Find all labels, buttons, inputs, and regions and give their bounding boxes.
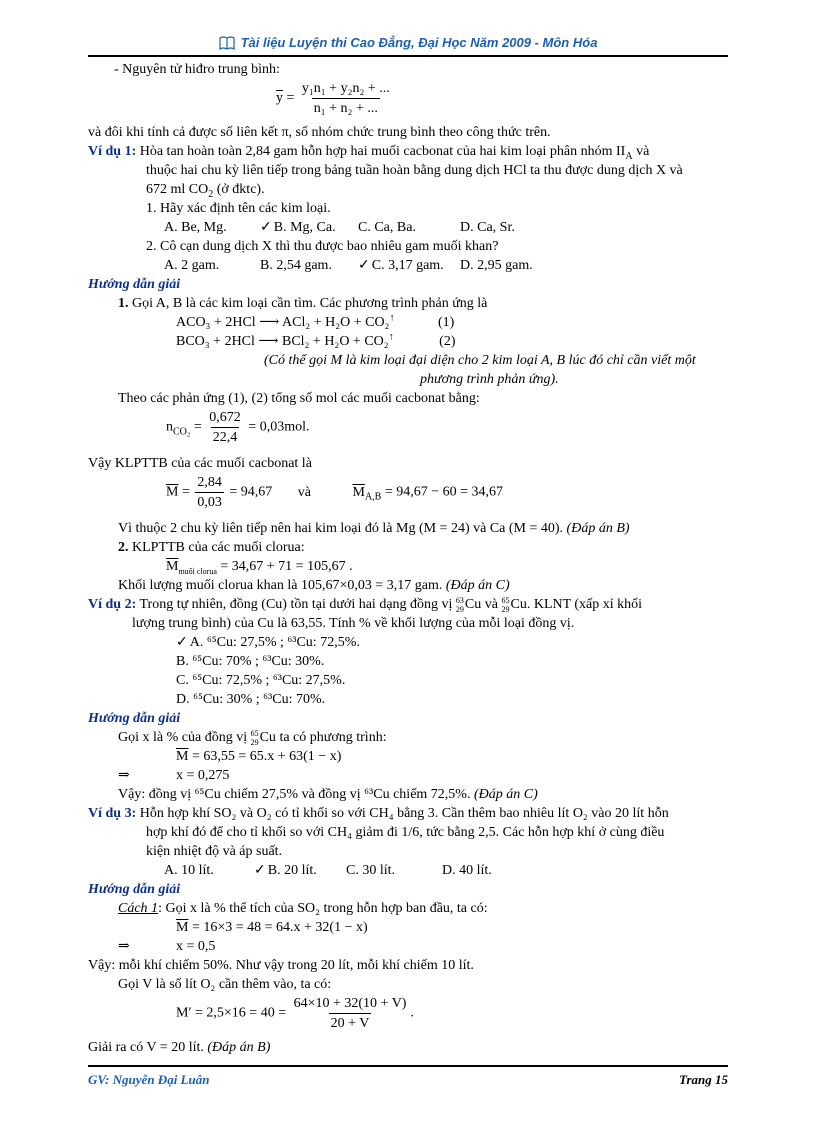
check-icon: ✓ [260, 220, 272, 235]
reaction-1: ACO₃ + 2HCl ⟶ ACl₂ + H₂O + CO₂↑ (1) [176, 312, 455, 330]
guide-1-title: Hướng dẫn giải [88, 277, 181, 292]
chloride-mass-formula: $\overline{M}_{muối clorua} = 34,67 + 71 = 105,67$ . [166, 559, 353, 576]
example-1: Ví dụ 1: Hòa tan hoàn toàn 2,84 gam hỗn hợp hai muối cacbonat của hai kim loại phân nhóm $II_A$ và [88, 144, 650, 162]
average-h-formula: $\overline{y}$ = $\frac{\text{y₁n₁ + y₂n₂ + ...}}{\text{n₁ + n₂ + ...}}$ [276, 81, 390, 116]
reaction-2: BCO₃ + 2HCl ⟶ BCl₂ + H₂O + CO₂↑ (2) [176, 331, 456, 349]
intro-line: - Nguyên tử hiđro trung bình: [114, 62, 280, 77]
example-3-label: Ví dụ 3: [88, 806, 137, 821]
arrow-icon: ⟶ [259, 315, 280, 330]
header-title: Tài liệu Luyện thi Cao Đẳng, Đại Học Năm 2009 - Môn Hóa [240, 35, 598, 50]
ex1-question-2: 2. Cô cạn dung dịch X thì thu được bao nhiêu gam muối khan? [146, 239, 499, 254]
book-icon [219, 36, 235, 53]
check-icon: ✓ [358, 258, 370, 273]
example-1-label: Ví dụ 1: [88, 144, 137, 159]
footer-rule [88, 1065, 728, 1067]
footer-author: GV: Nguyễn Đại Luân [88, 1072, 210, 1087]
guide-2-title: Hướng dẫn giải [88, 711, 181, 726]
example-2: Ví dụ 2: Trong tự nhiên, đồng (Cu) tồn tại dưới hai dạng đồng vị 63 29 Cu và 65 29 Cu . KLNT (xấp xỉ khối [88, 595, 643, 614]
arrow-icon: ⟶ [258, 334, 279, 349]
average-mass-formula: $\overline{M}$ = $\frac{2,84}{0,03}$ = 94,67 và $\overline{M}_{A,B} = 94,67 - 60 = 34,67$ [166, 475, 504, 510]
isotope-cu65: 65 29 Cu [501, 595, 527, 614]
moles-formula: $n_{CO_2}$ = $\frac{0,672}{22,4}$ = 0,03mol. [166, 410, 310, 445]
ex1-q1-options: A. Be, Mg. ✓ B. Mg, Ca. C. Ca, Ba. D. Ca, Sr. [164, 220, 515, 235]
page-footer [88, 1072, 728, 1092]
example-2-label: Ví dụ 2: [88, 597, 137, 612]
page-header [88, 35, 728, 55]
example-3: Ví dụ 3: Hỗn hợp khí SO₂ và O₂ có tỉ khối so với CH₄ bằng 3. Cần thêm bao nhiêu lít O₂ vào 20 lít hỗn [88, 806, 669, 821]
ex1-question-1: 1. Hãy xác định tên các kim loại. [146, 201, 331, 216]
ex1-q2-options: A. 2 gam. B. 2,54 gam. ✓ C. 3,17 gam. D. 2,95 gam. [164, 258, 533, 273]
header-rule [88, 55, 728, 57]
check-icon: ✓ [254, 863, 266, 878]
guide-3-title: Hướng dẫn giải [88, 882, 181, 897]
final-formula: M′ = 2,5×16 = 40 = $\frac{64\times 10 + 32(10 + V)}{20 + V}$ . [176, 996, 414, 1031]
page-number: Trang 15 [679, 1072, 728, 1087]
page-content: - Nguyên tử hiđro trung bình: $\overline{y}$ = $\frac{\text{y₁n₁ + y₂n₂ + ...}}{\text{n₁ + n₂ + ...}}$ và đôi khi tính cả được số liên kết π, số nhóm chức trung bình theo công thức trên. Ví dụ 1: Hòa tan hoàn toàn 2,84 gam hỗn hợp hai muối cacbonat của hai kim loại phân nhóm $II_A$ và thuộc hai chu kỳ liên tiếp trong bảng tuần hoàn bằng dung dịch HCl ta thu được dung dịch X và 672 ml $CO_2$ (ở đktc). 1. Hãy xác định tên các kim loại. A. Be, Mg. ✓ B. Mg, Ca. C. Ca, Ba. D. Ca, Sr. 2. Cô cạn dung dịch X thì thu được bao nhiêu gam muối khan? A. 2 gam. B. 2,54 gam. ✓ C. 3,17 gam. D. 2,95 gam. Hướng dẫn giải 1. Gọi A, B là các kim loại cần tìm. Các phương trình phản ứng là ACO₃ + 2HCl ⟶ ACl₂ + H₂O + CO₂↑ (1) BCO₃ + 2HCl ⟶ BCl₂ + H₂O + CO₂↑ (2) (Có thể gọi M là kim loại đại diện cho 2 kim loại A, B lúc đó chỉ cần viết một phương trình phản ứng). Theo các phản ứng (1), (2) tổng số mol các muối cacbonat bằng: $n_{CO_2}$ = $\frac{0,672}{22,4}$ = 0,03mol. Vậy KLPTTB của các muối cacbonat là $\overline{M}$ = $\frac{2,84}{0,03}$ = 94,67 và $\overline{M}_{A,B} = 94,67 - 60 = 34,67$ Vì thuộc 2 chu kỳ liên tiếp nên hai kim loại đó là Mg (M = 24) và Ca (M = 40). (Đáp án B) 2. KLPTTB của các muối clorua: $\overline{M}_{muối clorua} = 34,67 + 71 = 105,67$ . Khối lượng muối clorua khan là 105,67×0,03 = 3,17 gam. (Đáp án C) Ví dụ 2: Trong tự nhiên, đồng (Cu) tồn tại dưới hai dạng đồng vị 63 29 Cu và 65 29 Cu . KLNT (xấp xỉ khối lượng trung bình) của Cu là 63,55. Tính % về khối lượng của mỗi loại đồng vị. ✓ A. ⁶⁵Cu: 27,5% ; ⁶³Cu: 72,5%. B. ⁶⁵Cu: 70% ; ⁶³Cu: 30%. C. ⁶⁵Cu: 72,5% ; ⁶³Cu: 27,5%. D. ⁶⁵Cu: 30% ; ⁶³Cu: 70%. Hướng dẫn giải Gọi x là % của đồng vị 65 29 Cu ta có phương trình: $\overline{M} = 63,55 = 65.x + 63(1 - x)$ ⇒ x = 0,275 Vậy: đồng vị ⁶⁵Cu chiếm 27,5% và đồng vị ⁶³Cu chiếm 72,5%. (Đáp án C) Ví dụ 3: Hỗn hợp khí SO₂ và O₂ có tỉ khối so với CH₄ bằng 3. Cần thêm bao nhiêu lít O₂ vào 20 lít hỗn hợp khí đó để cho tỉ khối so với CH₄ giảm đi 1/6, tức bằng 2,5. Các hỗn hợp khí ở cùng điều kiện nhiệt độ và áp suất. A. 10 lít. ✓ B. 20 lít. C. 30 lít. D. 40 lít. Hướng dẫn giải Cách 1: Gọi x là % thể tích của SO₂ trong hỗn hợp ban đầu, ta có: $\overline{M} = 16\times 3 = 48 = 64.x + 32(1 - x)$ ⇒ x = 0,5 Vậy: mỗi khí chiếm 50%. Như vậy trong 20 lít, mỗi khí chiếm 10 lít. Gọi V là số lít O₂ cần thêm vào, ta có: M′ = 2,5×16 = 40 = $\frac{64\times 10 + 32(10 + V)}{20 + V}$ . Giải ra có V = 20 lít. (Đáp án B) [88, 60, 728, 1057]
ex3-options: A. 10 lít. ✓ B. 20 lít. C. 30 lít. D. 40 lít. [164, 863, 492, 878]
check-icon: ✓ [176, 635, 188, 650]
isotope-cu63: 63 29 Cu [455, 595, 482, 614]
intro-line-2: và đôi khi tính cả được số liên kết π, số nhóm chức trung bình theo công thức trên. [88, 125, 551, 140]
